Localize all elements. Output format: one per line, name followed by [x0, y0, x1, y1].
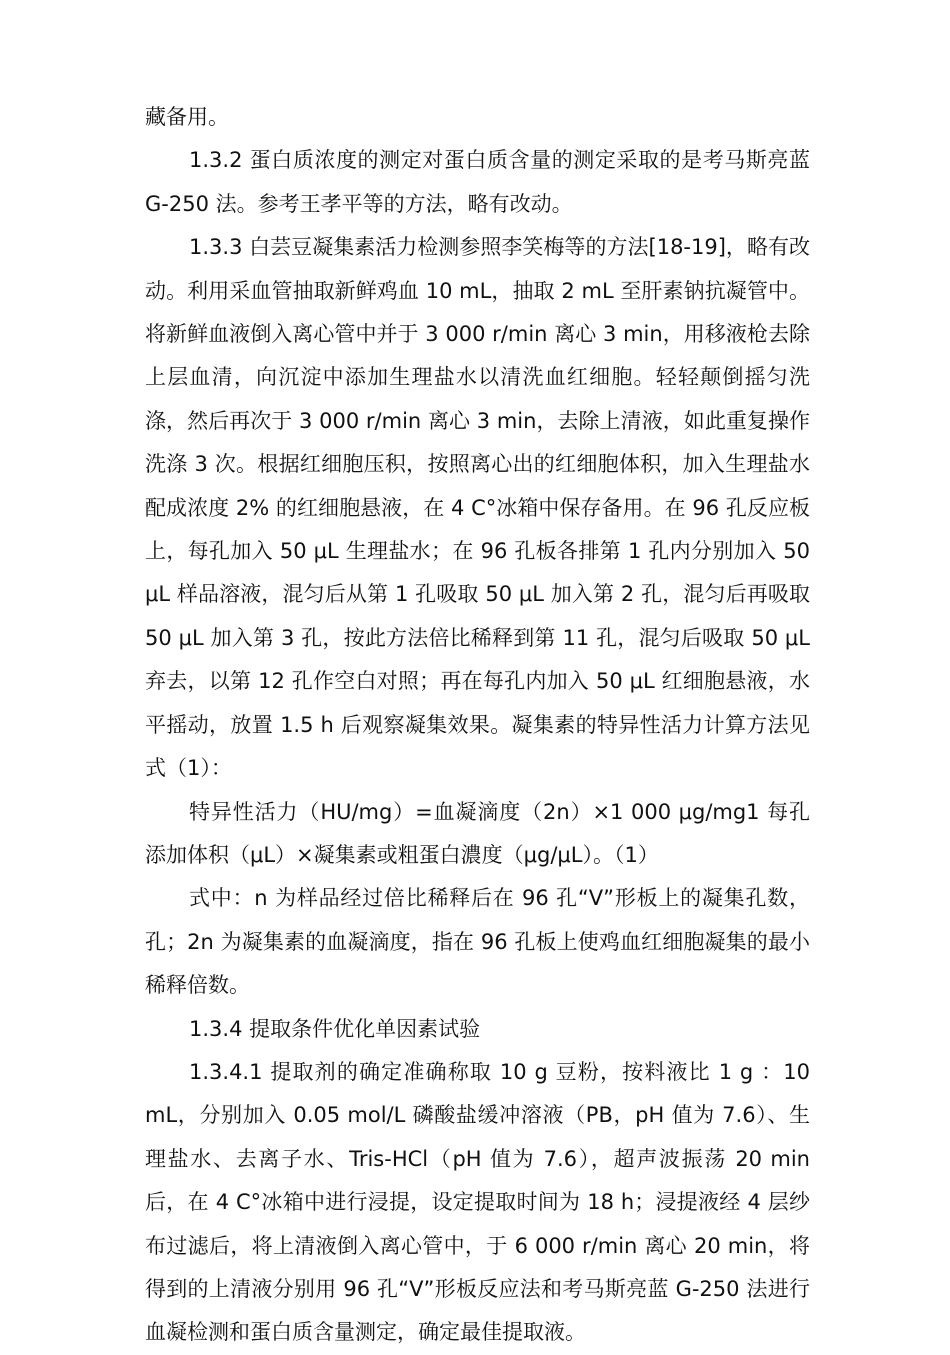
formula-paragraph: 特异性活力（HU/mg）=血凝滴度（2n）×1 000 μg/mg1 每孔添加体积（μL）×凝集素或粗蛋白濃度（μg/μL）。（1） [145, 799, 810, 867]
formula-explanation: 式中：n 为样品经过倍比稀释后在 96 孔“V”形板上的凝集孔数，孔；2n 为凝集素的血凝滴度，指在 96 孔板上使鸡血红细胞凝集的最小稀释倍数。 [145, 886, 810, 998]
paragraph-1-3-4-1: 1.3.4.1 提取剂的确定准确称取 10 g 豆粉，按料液比 1 g ：10 mL，分别加入 0.05 mol/L 磷酸盐缓冲溶液（PB，pH 值为 7.6）、生理盐水、去离子水、Tris-HCl（pH 值为 7.6），超声波振荡 20 min 后，在 4 C°冰箱中进行浸提，设定提取时间为 18 h；浸提液经 4 层纱布过滤后，将上清液倒入离心管中，于 6 000 r/min 离心 20 min，将得到的上清液分别用 96 孔“V”形板反应法和考马斯亮蓝 G-250 法进行血凝检测和蛋白质含量测定，确定最佳提取液。 [145, 1059, 810, 1345]
document-page [145, 96, 810, 1355]
paragraph-continuation: 藏备用。 [145, 105, 229, 129]
paragraph-1-3-3: 1.3.3 白芸豆凝集素活力检测参照李笑梅等的方法[18-19]，略有改动。利用采血管抽取新鲜鸡血 10 mL，抽取 2 mL 至肝素钠抗凝管中。将新鲜血液倒入离心管中并于 3 000 r/min 离心 3 min，用移液枪去除上层血清，向沉淀中添加生理盐水以清洗血红细胞。轻轻颠倒摇匀洗涤，然后再次于 3 000 r/min 离心 3 min，去除上清液，如此重复操作洗涤 3 次。根据红细胞压积，按照离心出的红细胞体积，加入生理盐水配成浓度 2% 的红细胞悬液，在 4 C°冰箱中保存备用。在 96 孔反应板上，每孔加入 50 μL 生理盐水；在 96 孔板各排第 1 孔内分别加入 50 μL 样品溶液，混匀后从第 1 孔吸取 50 μL 加入第 2 孔，混匀后再吸取 50 μL 加入第 3 孔，按此方法倍比稀释到第 11 孔，混匀后吸取 50 μL 弃去，以第 12 孔作空白对照；再在每孔内加入 50 μL 红细胞悬液，水平摇动，放置 1.5 h 后观察凝集效果。凝集素的特异性活力计算方法见式（1）： [145, 235, 810, 781]
paragraph-1-3-2: 1.3.2 蛋白质浓度的测定对蛋白质含量的测定采取的是考马斯亮蓝 G-250 法。参考王孝平等的方法，略有改动。 [145, 148, 810, 216]
section-heading-1-3-4: 1.3.4 提取条件优化单因素试验 [189, 1016, 481, 1041]
